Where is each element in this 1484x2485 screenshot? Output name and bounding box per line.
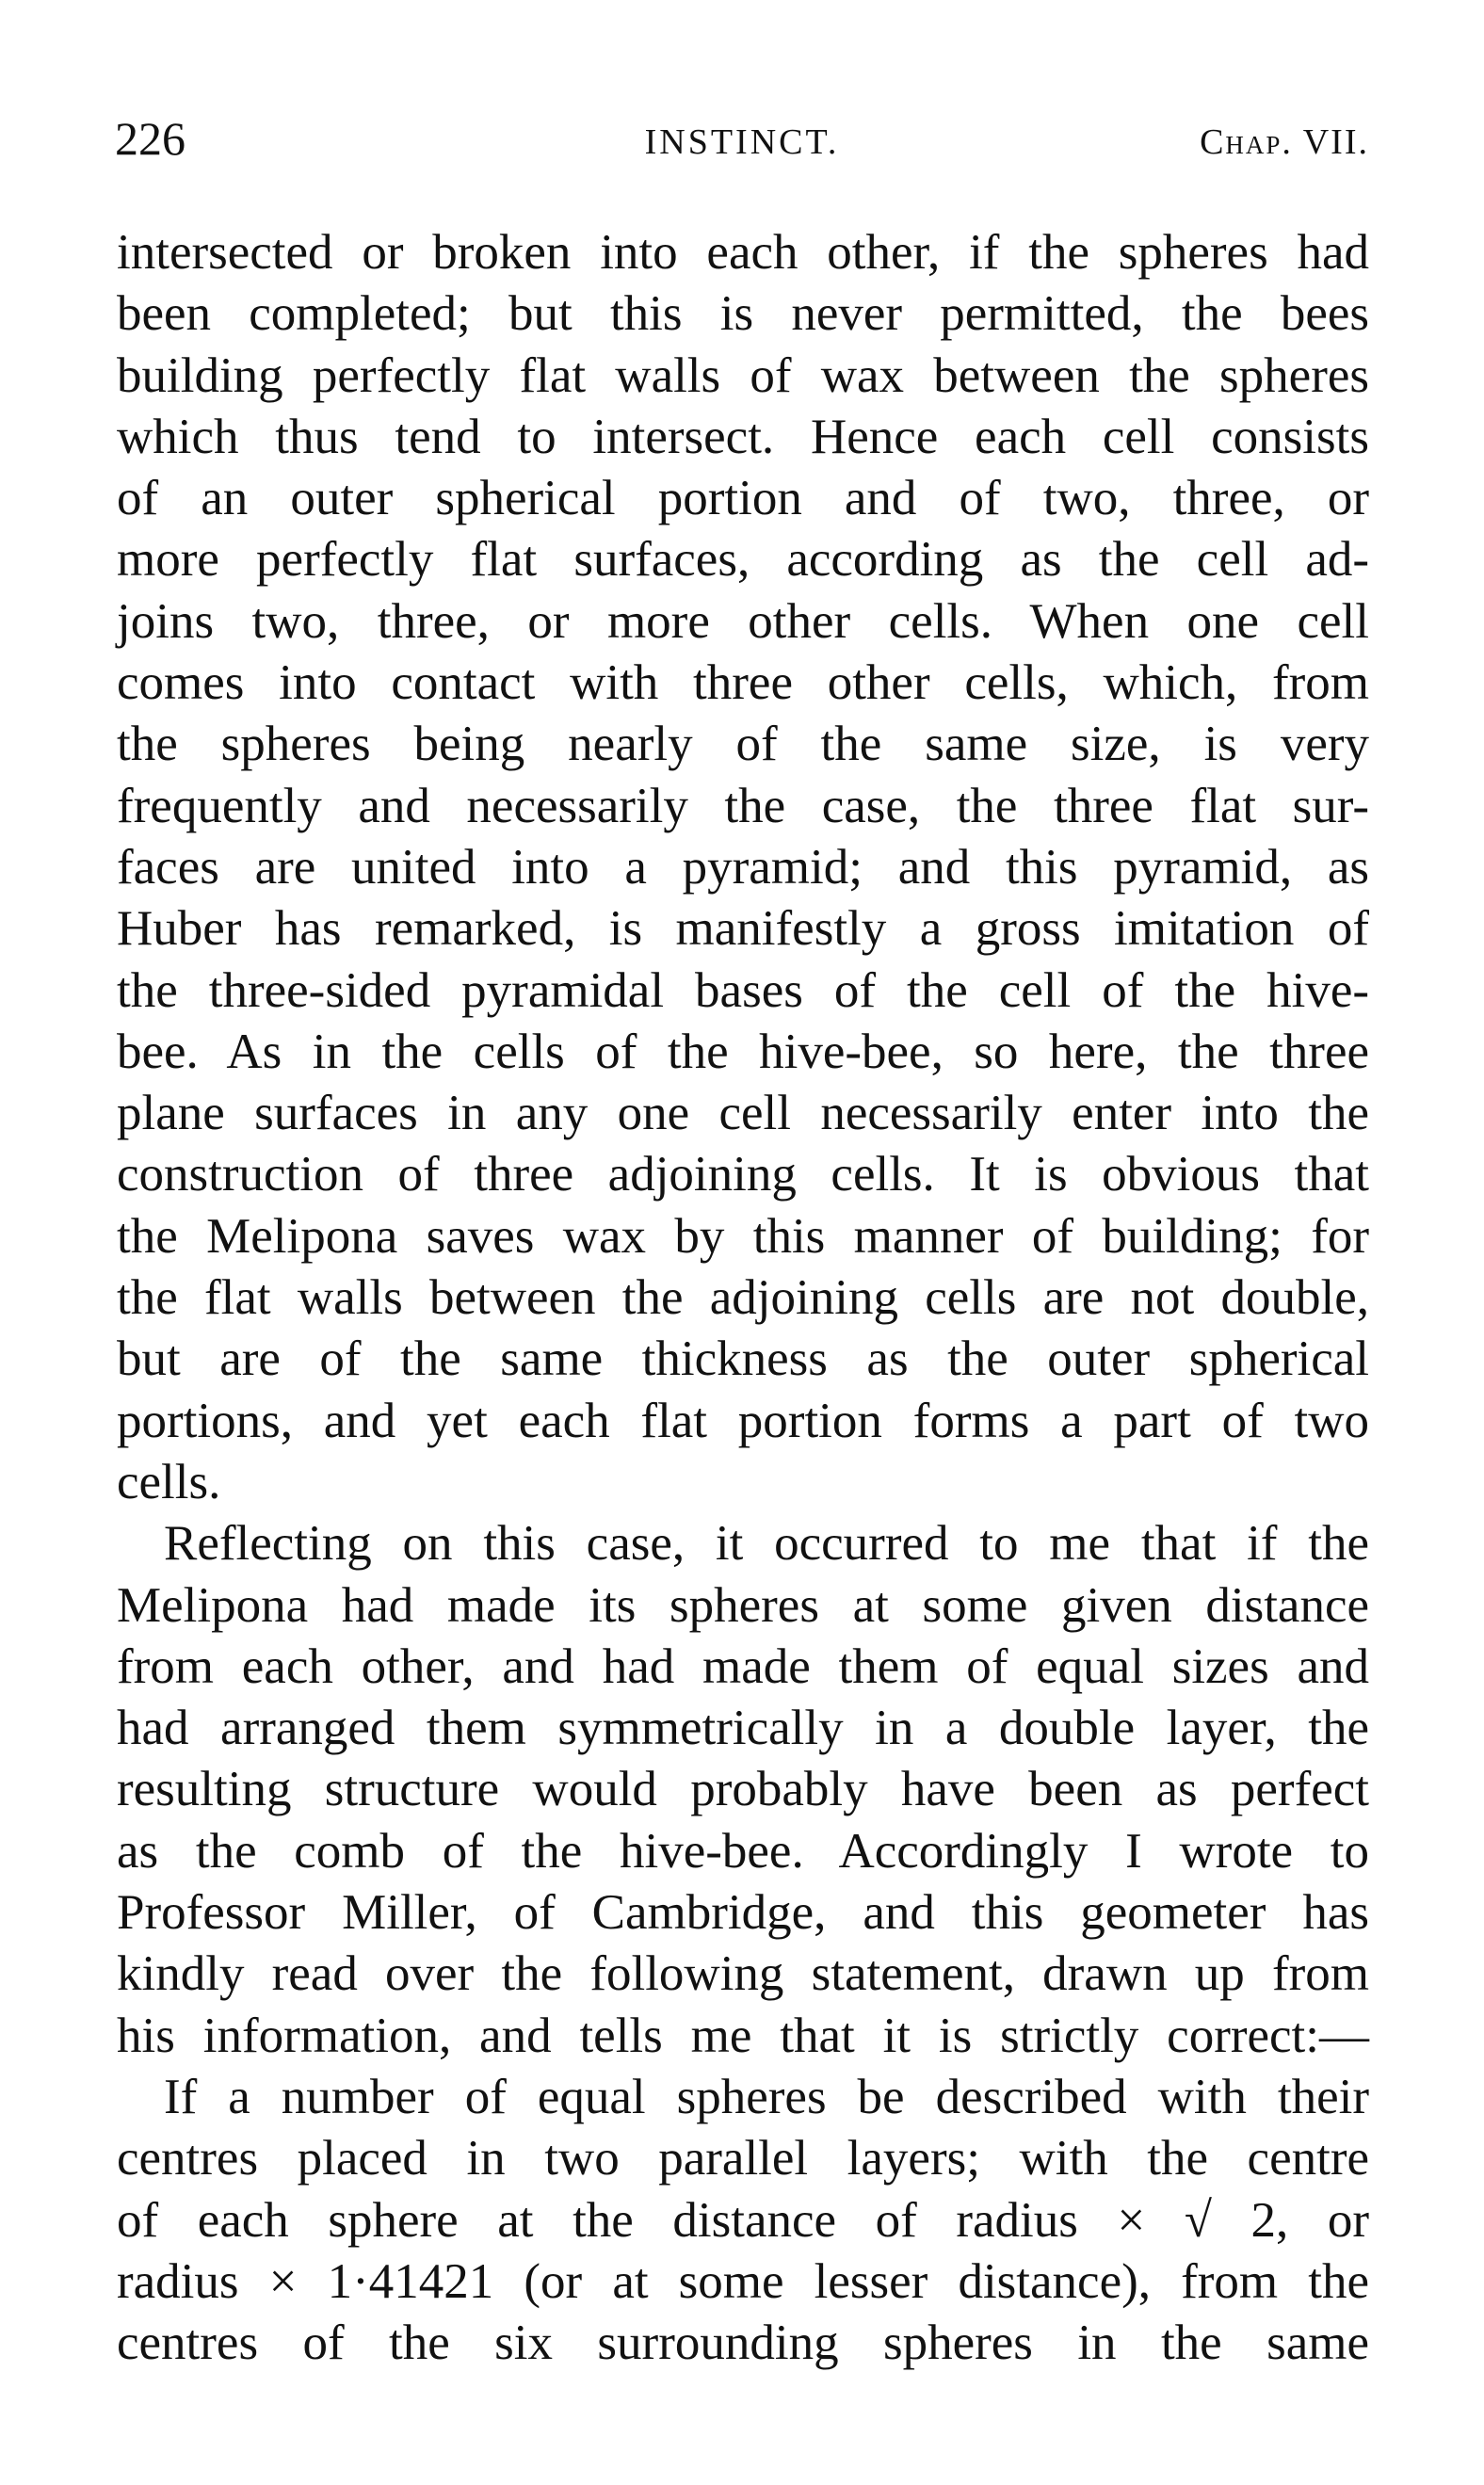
text-line: his information, and tells me that it is strictly correct:—	[117, 2008, 1369, 2063]
text-line: plane surfaces in any one cell necessarily enter into the	[117, 1086, 1369, 1141]
text-line: intersected or broken into each other, if the spheres had	[117, 225, 1369, 280]
text-line: from each other, and had made them of equal sizes and	[117, 1638, 1369, 1694]
text-line: Melipona had made its spheres at some given distance	[117, 1577, 1369, 1633]
text-line: of an outer spherical portion and of two, three, or	[117, 471, 1369, 526]
body-text	[117, 222, 1369, 2374]
text-line: had arranged them symmetrically in a double layer, the	[117, 1701, 1369, 1756]
text-line: faces are united into a pyramid; and this pyramid, as	[117, 839, 1369, 895]
running-head	[115, 105, 1369, 171]
text-line: radius × 1·41421 (or at some lesser distance), from the	[117, 2253, 1369, 2309]
paragraph	[117, 222, 1369, 1513]
text-line: bee. As in the cells of the hive-bee, so here, the three	[117, 1024, 1369, 1079]
text-line: the flat walls between the adjoining cells are not double,	[117, 1270, 1369, 1326]
text-line: Reflecting on this case, it occurred to me that if the	[164, 1516, 1369, 1572]
text-line: kindly read over the following statement, drawn up from	[117, 1946, 1369, 2002]
text-line: cells.	[117, 1454, 221, 1509]
text-line: resulting structure would probably have been as perfect	[117, 1762, 1369, 1817]
text-line: of each sphere at the distance of radius × √ 2, or	[117, 2192, 1369, 2248]
chapter-label: Chap. VII.	[1200, 122, 1369, 162]
text-line: been completed; but this is never permitted, the bees	[117, 286, 1369, 342]
paragraph	[117, 2067, 1369, 2374]
text-line: portions, and yet each flat portion forms a part of two	[117, 1393, 1369, 1448]
text-line: centres of the six surrounding spheres in the same	[117, 2316, 1369, 2371]
text-line: comes into contact with three other cells, which, from	[117, 655, 1369, 711]
text-line: joins two, three, or more other cells. When one cell	[117, 593, 1369, 649]
text-line: the three-sided pyramidal bases of the cell of the hive-	[117, 962, 1369, 1018]
text-line: frequently and necessarily the case, the three flat sur-	[117, 778, 1369, 833]
text-line: building perfectly flat walls of wax between the spheres	[117, 347, 1369, 403]
paragraph	[117, 1513, 1369, 2067]
text-line: centres placed in two parallel layers; with the centre	[117, 2131, 1369, 2186]
text-line: the Melipona saves wax by this manner of building; for	[117, 1208, 1369, 1264]
text-line: but are of the same thickness as the outer spherical	[117, 1331, 1369, 1387]
text-line: construction of three adjoining cells. It is obvious that	[117, 1147, 1369, 1202]
text-line: more perfectly flat surfaces, according as the cell ad-	[117, 532, 1369, 588]
text-line: which thus tend to intersect. Hence each cell consists	[117, 409, 1369, 464]
running-title: INSTINCT.	[644, 122, 840, 162]
text-line: as the comb of the hive-bee. Accordingly I wrote to	[117, 1823, 1369, 1879]
text-line: Huber has remarked, is manifestly a gross imitation of	[117, 901, 1369, 957]
page-number: 226	[115, 112, 186, 165]
text-line: the spheres being nearly of the same size, is very	[117, 717, 1369, 772]
text-line: If a number of equal spheres be described with their	[164, 2069, 1369, 2124]
text-line: Professor Miller, of Cambridge, and this geometer has	[117, 1885, 1369, 1941]
